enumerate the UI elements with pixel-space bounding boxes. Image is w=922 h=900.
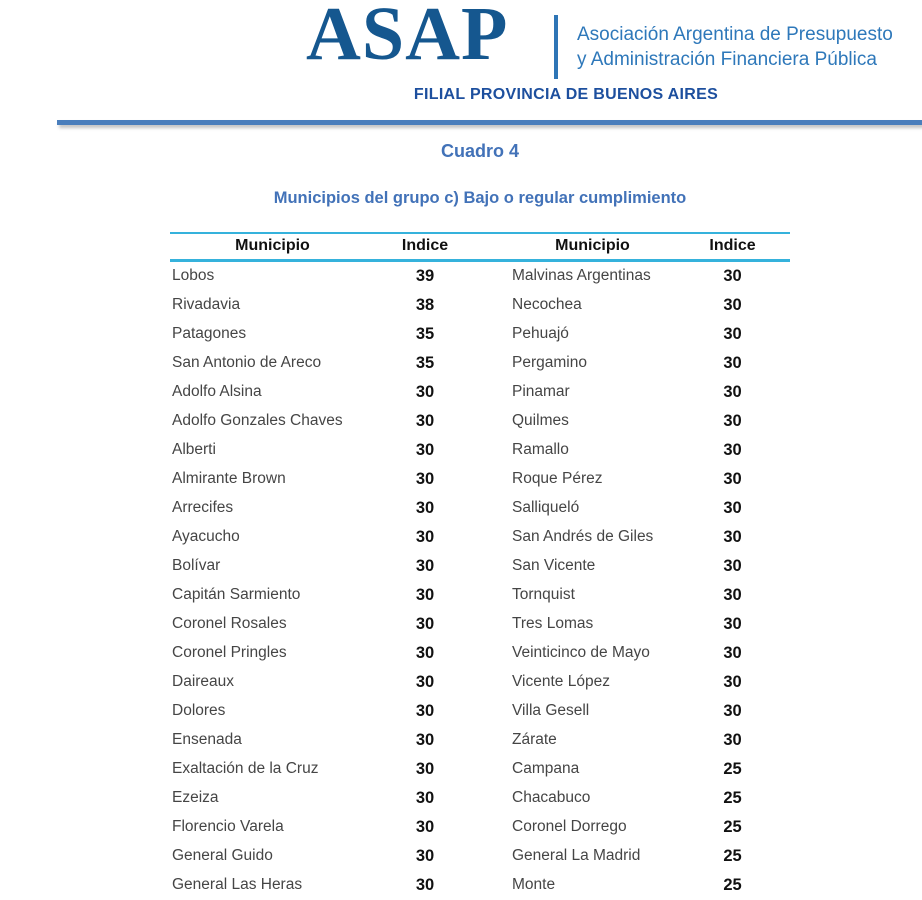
index-value-cell: 30 <box>723 556 742 575</box>
municipality-name-cell: Ramallo <box>512 441 569 458</box>
table-row <box>170 784 790 813</box>
index-value-cell: 30 <box>415 614 435 633</box>
index-value-cell: 30 <box>415 672 435 691</box>
municipality-name-cell: San Antonio de Areco <box>172 354 322 371</box>
logo-divider-line <box>554 15 558 79</box>
index-value-cell: 30 <box>415 527 435 546</box>
organization-tagline <box>577 22 893 72</box>
column-header-municipio-2: Municipio <box>555 237 630 255</box>
table-row <box>170 755 790 784</box>
municipality-name-cell: Villa Gesell <box>512 702 590 719</box>
column-header-indice-1: Indice <box>401 237 449 255</box>
municipality-name-cell: Coronel Dorrego <box>512 818 627 835</box>
municipality-name-cell: Bolívar <box>172 557 221 574</box>
municipality-name-cell: Patagones <box>172 325 247 342</box>
index-value-cell: 39 <box>415 266 435 285</box>
index-value-cell: 30 <box>723 527 742 546</box>
index-value-cell: 30 <box>723 324 742 343</box>
asap-logo <box>306 0 508 76</box>
index-value-cell: 25 <box>723 846 742 865</box>
table-row <box>170 871 790 900</box>
municipality-name-cell: Tres Lomas <box>512 615 594 632</box>
municipality-name-cell: Pehuajó <box>512 325 569 342</box>
table-row <box>170 291 790 320</box>
municipality-name-cell: Daireaux <box>172 673 235 690</box>
municipality-name-cell: Quilmes <box>512 412 569 429</box>
municipality-name-cell: Almirante Brown <box>172 470 286 487</box>
filial-heading: FILIAL PROVINCIA DE BUENOS AIRES <box>413 86 719 103</box>
index-value-cell: 30 <box>723 411 742 430</box>
municipality-name-cell: General Guido <box>172 847 273 864</box>
municipality-name-cell: Rivadavia <box>172 296 241 313</box>
municipality-name-cell: Pergamino <box>512 354 587 371</box>
table-row <box>170 581 790 610</box>
municipality-index-table <box>170 232 790 900</box>
municipality-name-cell: Ayacucho <box>172 528 240 545</box>
table-row <box>170 465 790 494</box>
index-value-cell: 30 <box>415 643 435 662</box>
index-value-cell: 30 <box>415 701 435 720</box>
municipality-name-cell: Ensenada <box>172 731 242 748</box>
municipality-name-cell: Veinticinco de Mayo <box>512 644 650 661</box>
index-value-cell: 30 <box>723 266 742 285</box>
table-row <box>170 407 790 436</box>
index-value-cell: 30 <box>415 498 435 517</box>
index-value-cell: 25 <box>723 817 742 836</box>
index-value-cell: 30 <box>723 440 742 459</box>
tagline-line2: y Administración Financiera Pública <box>577 49 877 70</box>
table-row <box>170 610 790 639</box>
municipality-name-cell: Zárate <box>512 731 557 748</box>
index-value-cell: 30 <box>415 411 435 430</box>
page-title: Cuadro 4 <box>440 141 519 161</box>
municipality-name-cell: Roque Pérez <box>512 470 603 487</box>
index-value-cell: 30 <box>415 788 435 807</box>
municipality-name-cell: General La Madrid <box>512 847 641 864</box>
table-row <box>170 726 790 755</box>
index-value-cell: 30 <box>723 295 742 314</box>
index-value-cell: 38 <box>415 295 435 314</box>
municipality-name-cell: San Vicente <box>512 557 596 574</box>
municipality-name-cell: Malvinas Argentinas <box>512 267 651 284</box>
page-subtitle: Municipios del grupo c) Bajo o regular cumplimiento <box>273 189 687 207</box>
table-header-row <box>170 233 790 260</box>
index-value-cell: 30 <box>415 585 435 604</box>
municipality-name-cell: Alberti <box>172 441 216 458</box>
index-value-cell: 30 <box>415 759 435 778</box>
municipality-name-cell: Necochea <box>512 296 582 313</box>
municipality-name-cell: Exaltación de la Cruz <box>172 760 319 777</box>
header-rule <box>57 120 922 125</box>
index-value-cell: 30 <box>723 498 742 517</box>
municipality-name-cell: Coronel Pringles <box>172 644 287 661</box>
table-row <box>170 260 790 291</box>
municipality-name-cell: Arrecifes <box>172 499 234 516</box>
municipality-name-cell: Ezeiza <box>172 789 219 806</box>
index-value-cell: 35 <box>415 353 435 372</box>
municipality-name-cell: Capitán Sarmiento <box>172 586 301 603</box>
municipality-name-cell: San Andrés de Giles <box>512 528 654 545</box>
index-value-cell: 30 <box>415 440 435 459</box>
municipality-name-cell: Salliqueló <box>512 499 580 516</box>
table-row <box>170 697 790 726</box>
table-row <box>170 349 790 378</box>
municipality-name-cell: Campana <box>512 760 580 777</box>
index-value-cell: 30 <box>723 643 742 662</box>
municipality-name-cell: Adolfo Gonzales Chaves <box>172 412 343 429</box>
municipality-name-cell: Florencio Varela <box>172 818 284 835</box>
index-value-cell: 30 <box>723 730 742 749</box>
municipality-name-cell: Monte <box>512 876 556 893</box>
asap-logo-text: ASAP <box>306 0 509 76</box>
table-row <box>170 668 790 697</box>
table-row <box>170 552 790 581</box>
municipality-name-cell: Pinamar <box>512 383 570 400</box>
index-value-cell: 30 <box>415 469 435 488</box>
index-value-cell: 25 <box>723 759 742 778</box>
municipality-name-cell: Adolfo Alsina <box>172 383 262 400</box>
column-header-municipio-1: Municipio <box>235 237 310 255</box>
table-row <box>170 320 790 349</box>
table-row <box>170 378 790 407</box>
index-value-cell: 30 <box>723 353 742 372</box>
index-value-cell: 30 <box>723 469 742 488</box>
municipality-name-cell: General Las Heras <box>172 876 303 893</box>
index-value-cell: 30 <box>723 382 742 401</box>
index-value-cell: 25 <box>723 875 742 894</box>
index-value-cell: 30 <box>723 672 742 691</box>
index-value-cell: 30 <box>415 730 435 749</box>
table-row <box>170 813 790 842</box>
index-value-cell: 30 <box>415 556 435 575</box>
column-header-indice-2: Indice <box>709 237 756 255</box>
municipality-name-cell: Tornquist <box>512 586 575 603</box>
tagline-line1: Asociación Argentina de Presupuesto <box>577 24 893 45</box>
index-value-cell: 35 <box>415 324 435 343</box>
municipality-name-cell: Vicente López <box>512 673 610 690</box>
index-value-cell: 30 <box>723 614 742 633</box>
index-value-cell: 30 <box>723 701 742 720</box>
municipality-name-cell: Coronel Rosales <box>172 615 287 632</box>
municipality-name-cell: Dolores <box>172 702 226 719</box>
index-value-cell: 30 <box>415 817 435 836</box>
municipality-name-cell: Lobos <box>172 267 215 284</box>
index-value-cell: 30 <box>415 382 435 401</box>
table-row <box>170 639 790 668</box>
index-value-cell: 30 <box>415 875 435 894</box>
table-row <box>170 436 790 465</box>
table-row <box>170 523 790 552</box>
index-value-cell: 25 <box>723 788 742 807</box>
table-row <box>170 842 790 871</box>
table-row <box>170 494 790 523</box>
index-value-cell: 30 <box>415 846 435 865</box>
index-value-cell: 30 <box>723 585 742 604</box>
municipality-name-cell: Chacabuco <box>512 789 591 806</box>
